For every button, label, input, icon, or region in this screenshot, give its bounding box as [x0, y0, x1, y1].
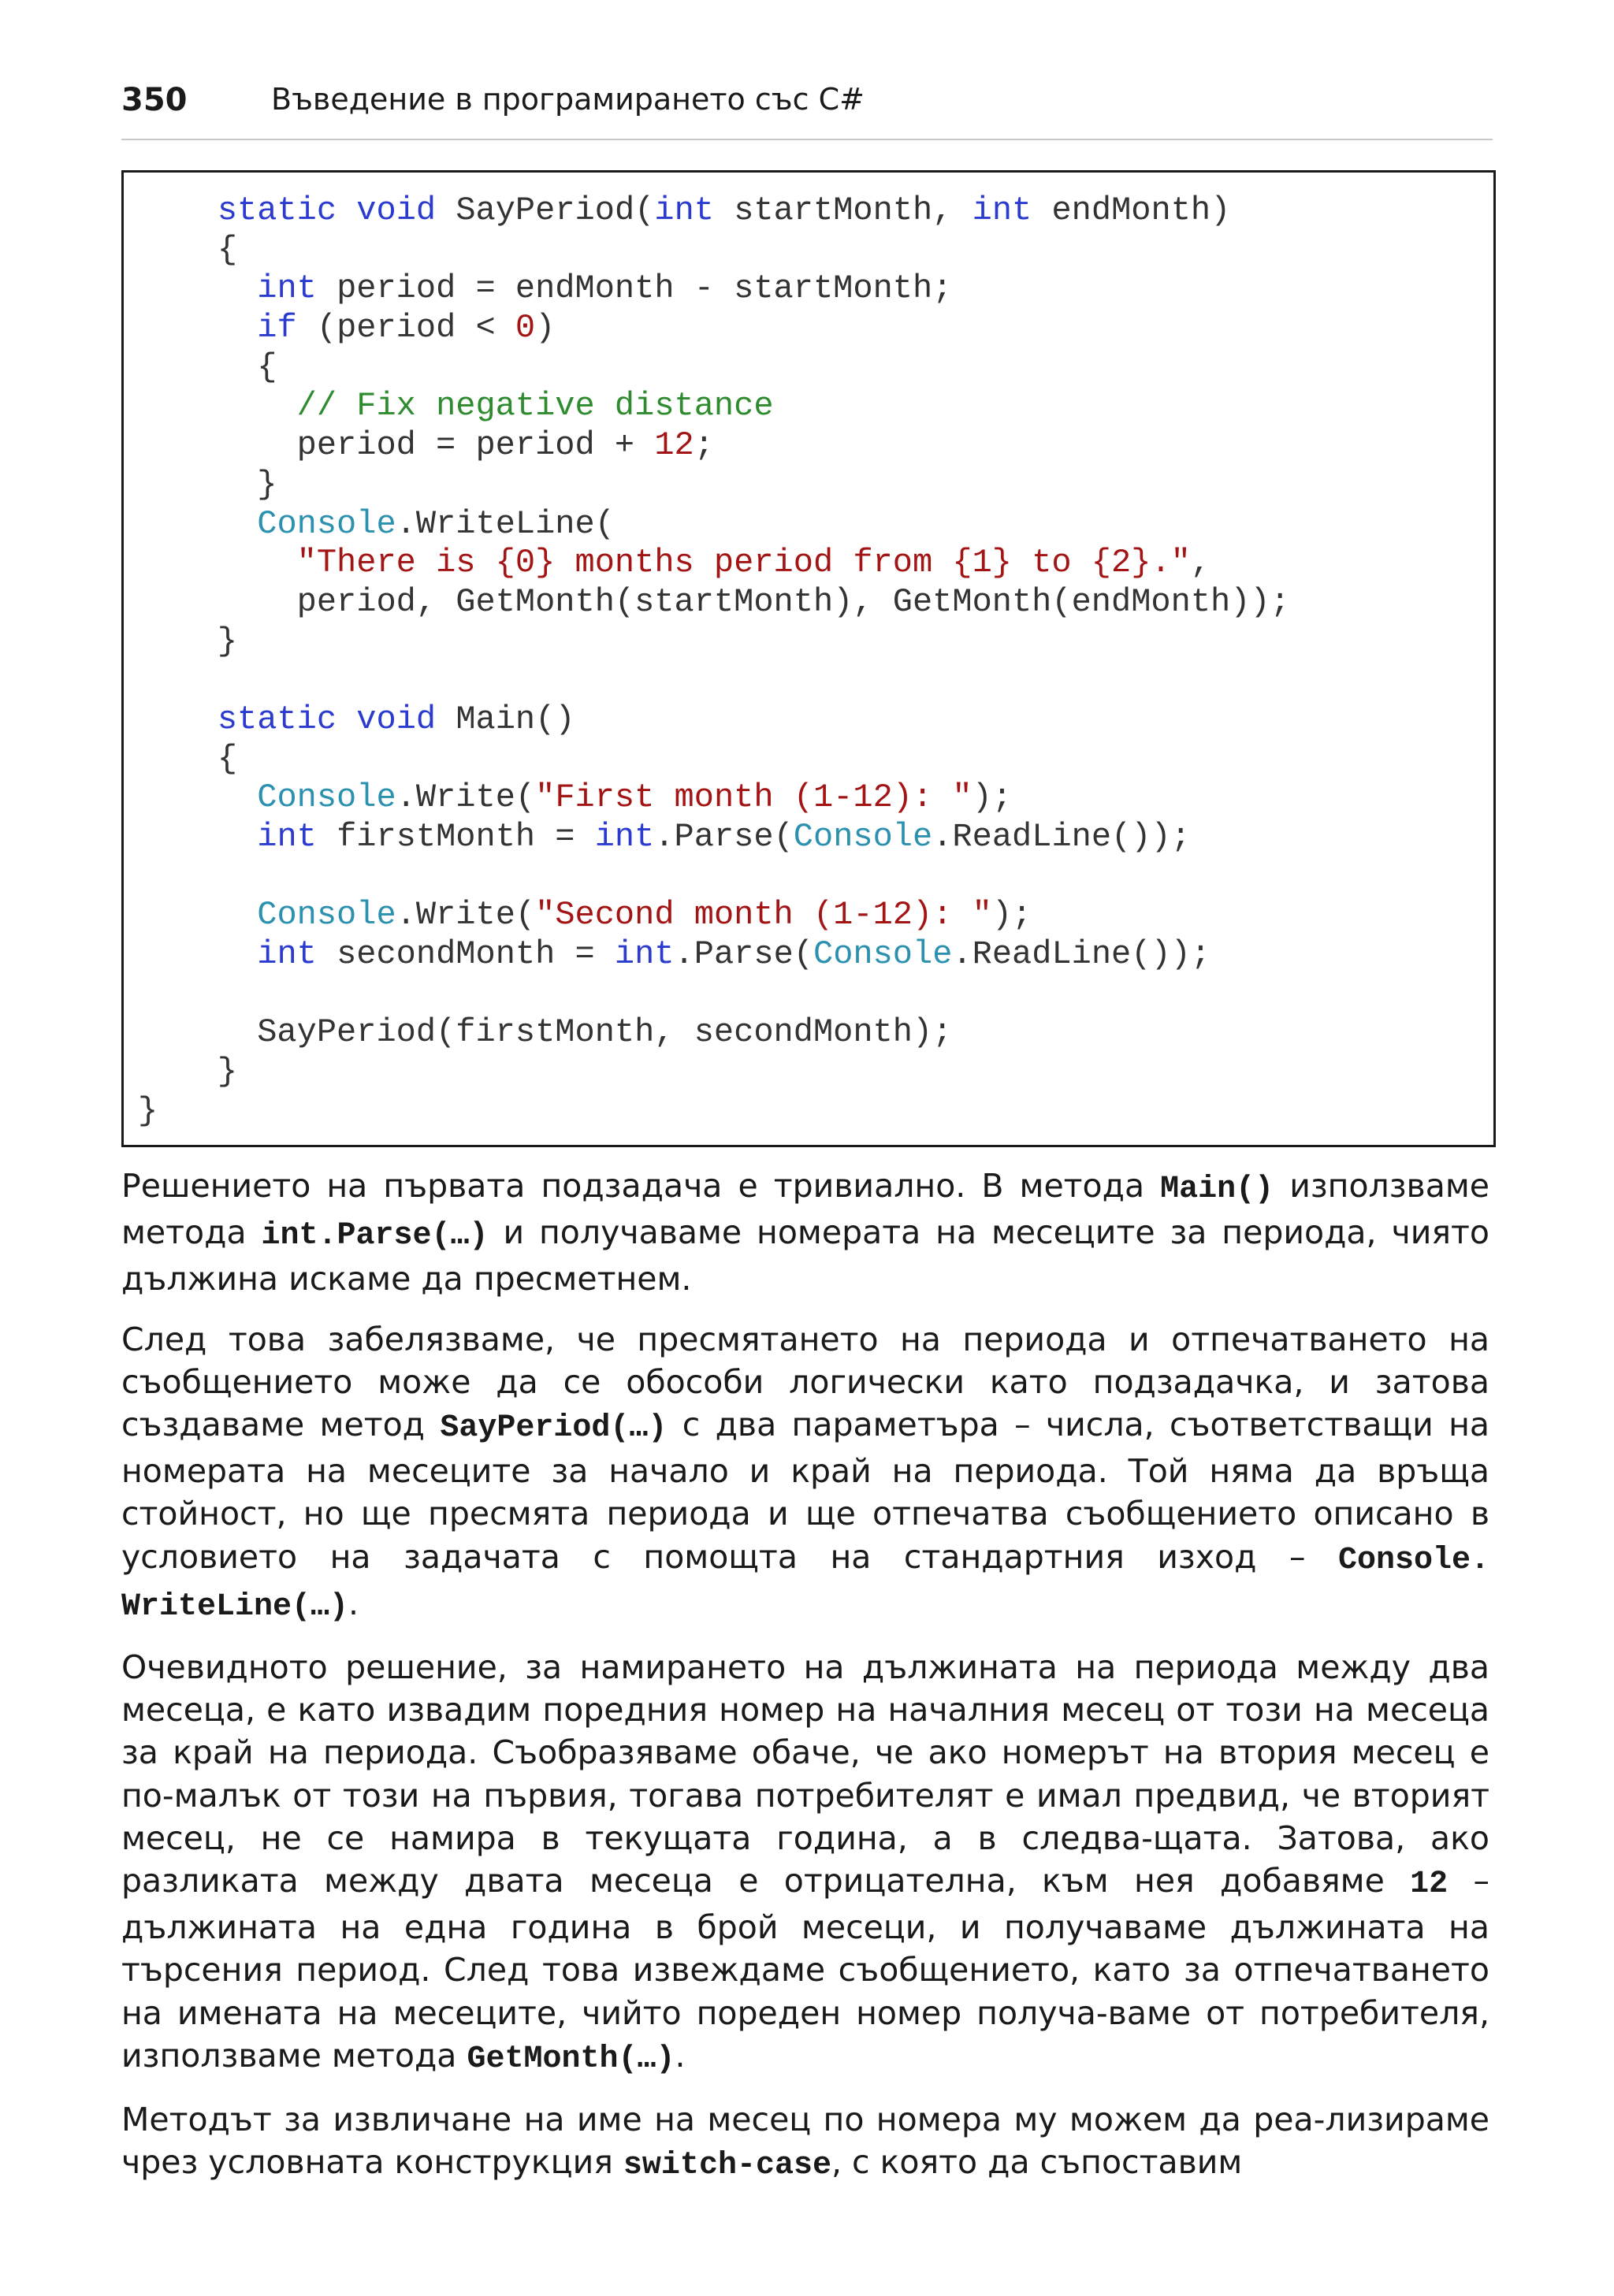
- code-token: static: [217, 191, 337, 229]
- code-token: (period <: [296, 309, 515, 347]
- code-token: static: [217, 700, 337, 738]
- code-token: period = endMonth - startMonth;: [316, 269, 953, 308]
- paragraph: [121, 2098, 1489, 2187]
- code-token: }: [138, 465, 277, 503]
- code-token: [138, 309, 257, 347]
- code-line: [138, 622, 1290, 662]
- code-line: [138, 818, 1290, 857]
- page-number: 350: [121, 82, 188, 118]
- code-token: [138, 818, 257, 856]
- code-token: [138, 544, 297, 581]
- code-line: [138, 269, 1290, 309]
- code-line: [138, 387, 1290, 426]
- code-listing-box: [121, 170, 1496, 1147]
- paragraph: [121, 1318, 1489, 1629]
- code-token: "Second month (1-12): ": [535, 896, 992, 934]
- code-line: [138, 544, 1290, 583]
- paragraph-text: .: [675, 2036, 686, 2075]
- code-line: [138, 975, 1290, 1014]
- code-token: Console: [257, 896, 396, 934]
- code-token: [138, 269, 257, 307]
- book-title: Въведение в програмирането със C#: [271, 82, 865, 117]
- code-token: .WriteLine(: [396, 504, 615, 543]
- paragraph: [121, 1646, 1489, 2081]
- paragraph-text: .: [348, 1584, 359, 1622]
- code-token: secondMonth =: [316, 935, 615, 974]
- code-token: .Write(: [396, 896, 536, 934]
- code-line: [138, 505, 1290, 544]
- code-token: int: [257, 818, 317, 856]
- code-line: [138, 1053, 1290, 1092]
- paragraph-text: използваме метода: [121, 1167, 1490, 1252]
- inline-code: SayPeriod(…): [440, 1410, 668, 1447]
- code-token: period, GetMonth(startMonth), GetMonth(endMonth));: [138, 582, 1290, 621]
- code-token: Console: [257, 778, 396, 817]
- code-token: int: [594, 818, 655, 856]
- body-text: [121, 1165, 1489, 2205]
- code-line: [138, 700, 1290, 740]
- paragraph-text: Решението на първата подзадача е тривиално. В метода: [121, 1167, 1161, 1205]
- code-token: 12: [654, 426, 694, 465]
- code-token: int: [257, 935, 317, 974]
- code-token: ,: [1190, 544, 1211, 582]
- code-token: void: [356, 191, 437, 229]
- code-token: 0: [515, 309, 536, 347]
- code-token: [337, 700, 356, 738]
- code-token: int: [972, 191, 1032, 229]
- code-line: [138, 231, 1290, 270]
- code-token: }: [138, 1053, 238, 1091]
- paragraph-text: – дължината на една година в брой месеци, и получаваме дължината на търсения период. След това извеждаме съобщението, като за отпечатването на имената на месеците, чийто пореден номер получа-ваме от потребителя, използваме метода: [121, 1862, 1489, 2075]
- paragraph-text: , с която да съпоставим: [831, 2143, 1243, 2182]
- code-token: [138, 896, 257, 934]
- code-line: [138, 1013, 1290, 1053]
- code-token: ;: [694, 426, 714, 465]
- code-token: }: [138, 1091, 158, 1130]
- code-token: int: [614, 935, 675, 974]
- code-line: [138, 857, 1290, 897]
- code-token: SayPeriod(firstMonth, secondMonth);: [138, 1013, 953, 1052]
- paragraph-text: и получаваме номерата на месеците за периода, чиято дължина искаме да пресметнем.: [121, 1213, 1489, 1298]
- code-token: .ReadLine());: [932, 818, 1191, 856]
- code-line: [138, 426, 1290, 466]
- code-token: "There is {0} months period from {1} to {2}.": [296, 544, 1191, 582]
- code-token: int: [654, 191, 714, 229]
- code-token: // Fix negative distance: [296, 387, 774, 425]
- code-line: [138, 309, 1290, 348]
- inline-code: GetMonth(…): [467, 2041, 675, 2077]
- code-line: [138, 191, 1290, 231]
- code-token: [138, 191, 218, 229]
- paragraph-text: Методът за извличане на име на месец по номера му можем да реа-лизираме чрез условната конструкция: [121, 2101, 1489, 2182]
- code-token: Console: [793, 818, 933, 856]
- code-token: [138, 700, 218, 738]
- inline-code: switch-case: [623, 2148, 831, 2184]
- code-token: );: [972, 778, 1013, 817]
- page-header: [121, 79, 1493, 140]
- code-token: "First month (1-12): ": [535, 778, 972, 817]
- code-token: [337, 191, 356, 229]
- code-token: Main(): [436, 700, 575, 738]
- code-line: [138, 661, 1290, 700]
- code-token: [138, 505, 257, 543]
- inline-code: Main(): [1160, 1172, 1274, 1207]
- code-token: );: [991, 896, 1032, 934]
- code-token: Console: [813, 935, 953, 974]
- code-token: [138, 778, 257, 816]
- code-token: if: [257, 309, 297, 347]
- code-token: startMonth,: [713, 191, 972, 229]
- paragraph-text: След това забелязваме, че пресмятането на периода и отпечатването на съобщението може да се обособи логически като подзадачка, и затова създаваме метод: [121, 1320, 1489, 1444]
- code-token: .Write(: [396, 778, 536, 817]
- code-token: Console: [257, 504, 396, 543]
- code-token: .Parse(: [674, 935, 813, 974]
- code-line: [138, 778, 1290, 818]
- code-line: [138, 1092, 1290, 1131]
- code-line: [138, 740, 1290, 779]
- paragraph-text: Очевидното решение, за намирането на дължината на периода между два месеца, е като извадим поредния номер на началния месец от този на месеца за край на периода. Съобразяваме обаче, че ако номерът на втория месец е по-малък от този на първия, тогава потребителят е имал предвид, че вторият месец, не се намира в текущата година, а в следва-щата. Затова, ако разликата между двата месеца е отрицателна, към нея добавяме: [121, 1648, 1489, 1900]
- code-token: .Parse(: [654, 818, 794, 856]
- code-token: firstMonth =: [316, 818, 595, 856]
- code-token: void: [356, 700, 437, 738]
- code-line: [138, 348, 1290, 388]
- code-token: {: [138, 739, 238, 778]
- code-token: [138, 387, 297, 425]
- code-token: }: [138, 622, 238, 660]
- code-token: ): [535, 309, 556, 347]
- code-listing: [138, 191, 1290, 1131]
- inline-code: 12: [1410, 1867, 1449, 1903]
- code-token: SayPeriod(: [436, 191, 655, 229]
- code-token: {: [138, 230, 238, 269]
- code-token: .ReadLine());: [952, 935, 1211, 974]
- code-line: [138, 896, 1290, 935]
- paragraph-text: с два параметъра – числа, съответстващи на номерата на месеците за начало и край на периода. Той няма да връща стойност, но ще пресмята периода и ще отпечатва съобщението описано в условието на задачата с помощта на стандартния изход –: [121, 1406, 1489, 1576]
- code-token: int: [257, 269, 317, 308]
- code-token: period = period +: [138, 426, 655, 465]
- inline-code: Console. WriteLine(…): [121, 1542, 1489, 1625]
- code-token: endMonth): [1032, 191, 1231, 229]
- inline-code: int.Parse(…): [261, 1218, 489, 1254]
- code-token: [138, 935, 257, 973]
- code-line: [138, 935, 1290, 975]
- code-token: {: [138, 347, 277, 386]
- paragraph: [121, 1165, 1489, 1301]
- code-line: [138, 466, 1290, 505]
- code-line: [138, 583, 1290, 622]
